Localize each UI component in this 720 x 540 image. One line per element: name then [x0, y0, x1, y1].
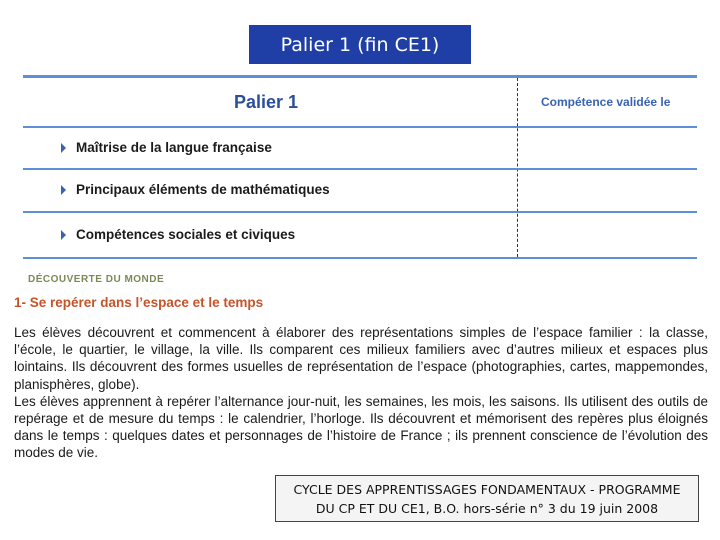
citation-line-2: DU CP ET DU CE1, B.O. hors-série n° 3 du 19 juin 2008 — [315, 500, 659, 516]
source-citation — [275, 475, 699, 522]
competence-header: Compétence validée le — [541, 95, 671, 109]
slide-title: Palier 1 (fin CE1) — [249, 25, 471, 64]
row-label: Principaux éléments de mathématiques — [76, 182, 330, 197]
citation-line-1: CYCLE DES APPRENTISSAGES FONDAMENTAUX - PROGRAMME — [293, 481, 681, 497]
row-label: Maîtrise de la langue française — [76, 140, 272, 155]
table-row-langue — [61, 140, 272, 155]
table-row-competences-sociales — [61, 227, 295, 242]
row-label: Compétences sociales et civiques — [76, 227, 296, 242]
section-title: 1- Se repérer dans l’espace et le temps — [14, 295, 264, 310]
paragraph-espace: Les élèves découvrent et commencent à élaborer des représentations simples de l’espace familier : la classe, l’école, le quartier, le village, la ville. Ils comparent ces milieux familiers avec d’autres milieux et espaces plus lointains. Ils découvrent des formes usuelles de représentation de l’espace (photographies, cartes, mappemondes, planisphères, globe). — [14, 325, 708, 392]
bullet-arrow-icon — [61, 230, 66, 240]
palier-header: Palier 1 — [234, 92, 299, 112]
table-row-mathematiques — [61, 182, 330, 197]
table-bottom-border — [23, 257, 697, 259]
table-row-divider — [23, 211, 697, 213]
bullet-arrow-icon — [61, 143, 66, 153]
table-top-border — [23, 75, 697, 78]
bullet-arrow-icon — [61, 185, 66, 195]
palier-table — [23, 75, 697, 259]
table-row-divider — [23, 168, 697, 170]
table-row-divider — [23, 126, 697, 128]
section-label: DÉCOUVERTE DU MONDE — [28, 274, 165, 285]
paragraph-temps: Les élèves apprennent à repérer l’alternance jour-nuit, les semaines, les mois, les saisons. Ils utilisent des outils de repérage et de mesure du temps : le calendrier, l’horloge. Ils découvrent et mémorisent des repères plus éloignés dans le temps : quelques dates et personnages de l’histoire de France ; ils prennent conscience de l’évolution des modes de vie. — [14, 393, 708, 461]
section-body — [14, 324, 708, 462]
